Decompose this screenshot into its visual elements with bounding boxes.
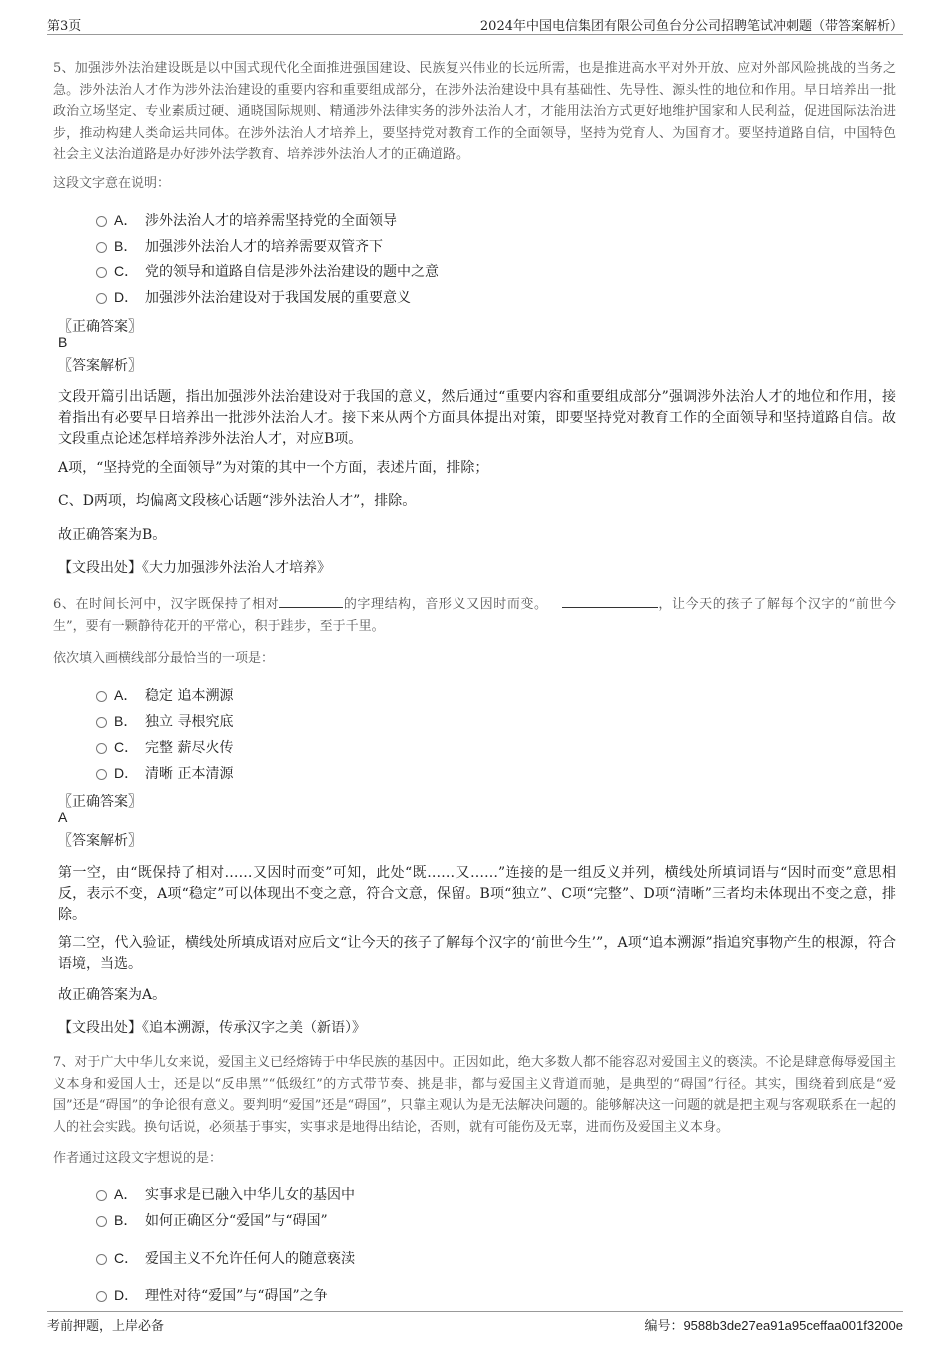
q5-option-a[interactable]: A． 涉外法治人才的培养需坚持党的全面领导 bbox=[96, 210, 696, 232]
q5-option-d[interactable]: D． 加强涉外法治建设对于我国发展的重要意义 bbox=[96, 287, 696, 309]
q6-option-b[interactable]: B． 独立 寻根究底 bbox=[96, 711, 696, 733]
page-footer bbox=[47, 1311, 903, 1340]
radio-icon[interactable] bbox=[96, 1254, 107, 1265]
page-number: 第3页 bbox=[47, 19, 82, 34]
radio-icon[interactable] bbox=[96, 267, 107, 278]
radio-icon[interactable] bbox=[96, 691, 107, 702]
q6-option-d[interactable]: D． 清晰 正本清源 bbox=[96, 763, 696, 785]
q5-stem: 5、加强涉外法治建设既是以中国式现代化全面推进强国建设、民族复兴伟业的长远所需，也是推进高水平对外开放、应对外部风险挑战的当务之急。涉外法治人才作为涉外法治建设的重要内容和重要组成部分，在涉外法治建设中具有基础性、先导性、源头性的地位和作用。早日培养出一批政治立场坚定、专业素质过硬、通晓国际规则、精通涉外法律实务的涉外法治人才，才能用法治方式更好地维护国家和人民利益，促进国际法治进步，推动构建人类命运共同体。在涉外法治人才培养上，要坚持党对教育工作的全面领导，坚持为党育人、为国育才。要坚持道路自信，中国特色社会主义法治道路是办好涉外法学教育、培养涉外法治人才的正确道路。 bbox=[53, 61, 896, 162]
radio-icon[interactable] bbox=[96, 1291, 107, 1302]
q5-option-c[interactable]: C． 党的领导和道路自信是涉外法治建设的题中之意 bbox=[96, 261, 696, 283]
q6-analysis-p3: 故正确答案为A。 bbox=[58, 987, 167, 1003]
q5-option-b[interactable]: B． 加强涉外法治人才的培养需要双管齐下 bbox=[96, 236, 696, 258]
q7-option-a[interactable]: A． 实事求是已融入中华儿女的基因中 bbox=[96, 1184, 696, 1206]
q6-answer-label: 〖正确答案〗 bbox=[58, 794, 142, 810]
q5-analysis-p3: C、D两项，均偏离文段核心话题“涉外法治人才”，排除。 bbox=[58, 493, 417, 509]
q6-source: 【文段出处】《追本溯源，传承汉字之美（新语）》 bbox=[58, 1020, 366, 1036]
q6-option-a[interactable]: A． 稳定 追本溯源 bbox=[96, 685, 696, 707]
blank-1 bbox=[279, 595, 343, 608]
document-title: 2024年中国电信集团有限公司鱼台分公司招聘笔试冲刺题（带答案解析） bbox=[479, 19, 903, 34]
q5-analysis-p1: 文段开篇引出话题，指出加强涉外法治建设对于我国的意义，然后通过“重要内容和重要组成部分”强调涉外法治人才的地位和作用，接着指出有必要早日培养出一批涉外法治人才。接下来从两个方面具体提出对策，即要坚持党对教育工作的全面领导和坚持道路自信。故文段重点论述怎样培养涉外法治人才，对应B项。 bbox=[58, 389, 896, 447]
q5-analysis-p4: 故正确答案为B。 bbox=[58, 527, 167, 543]
blank-2 bbox=[562, 595, 658, 608]
radio-icon[interactable] bbox=[96, 743, 107, 754]
radio-icon[interactable] bbox=[96, 293, 107, 304]
q7-prompt: 作者通过这段文字想说的是： bbox=[53, 1151, 223, 1166]
q6-analysis-p1: 第一空，由“既保持了相对……又因时而变”可知，此处“既……又……”连接的是一组反义并列，横线处所填词语与“因时而变”意思相反，表示不变，A项“稳定”可以体现出不变之意，符合文意，保留。B项“独立”、C项“完整”、D项“清晰”三者均未体现出不变之意，排除。 bbox=[58, 865, 896, 923]
q7-stem: 7、对于广大中华儿女来说，爱国主义已经熔铸于中华民族的基因中。正因如此，绝大多数人都不能容忍对爱国主义的亵渎。不论是肆意侮辱爱国主义本身和爱国人士，还是以“反串黑”“低级红”的方式带节奏、挑是非，都与爱国主义背道而驰，是典型的“碍国”行径。其实，围绕着到底是“爱国”还是“碍国”的争论很有意义。要判明“爱国”还是“碍国”，只靠主观认为是无法解决问题的。能够解决这一问题的就是把主观与客观联系在一起的人的社会实践。换句话说，必须基于事实，实事求是地得出结论，否则，就有可能伤及无辜，进而伤及爱国主义本身。 bbox=[53, 1055, 896, 1135]
q5-prompt: 这段文字意在说明： bbox=[53, 176, 171, 191]
q5-analysis-p2: A项，“坚持党的全面领导”为对策的其中一个方面，表述片面，排除； bbox=[58, 460, 489, 476]
q7-option-b[interactable]: B． 如何正确区分“爱国”与“碍国” bbox=[96, 1210, 696, 1232]
radio-icon[interactable] bbox=[96, 1190, 107, 1201]
q7-option-c[interactable]: C． 爱国主义不允许任何人的随意亵渎 bbox=[96, 1248, 696, 1270]
q6-option-c[interactable]: C． 完整 薪尽火传 bbox=[96, 737, 696, 759]
q6-analysis-label: 〖答案解析〗 bbox=[58, 833, 142, 849]
radio-icon[interactable] bbox=[96, 769, 107, 780]
radio-icon[interactable] bbox=[96, 242, 107, 253]
q6-stem: 6、在时间长河中，汉字既保持了相对 的字理结构，音形义又因时而变。 ，让今天的孩子了解每个汉字的“前世今生”，要有一颗静待花开的平常心，积于跬步，至于千里。 bbox=[53, 597, 896, 634]
radio-icon[interactable] bbox=[96, 1216, 107, 1227]
footer-slogan: 考前押题，上岸必备 bbox=[47, 1319, 165, 1334]
q6-analysis-p2: 第二空，代入验证，横线处所填成语对应后文“让今天的孩子了解每个汉字的‘前世今生’”，A项“追本溯源”指追究事物产生的根源，符合语境，当选。 bbox=[58, 935, 896, 972]
footer-code: 编号：9588b3de27ea91a95ceffaa001f3200e bbox=[644, 1318, 903, 1333]
radio-icon[interactable] bbox=[96, 216, 107, 227]
q6-answer: A bbox=[58, 809, 68, 825]
q5-source: 【文段出处】《大力加强涉外法治人才培养》 bbox=[58, 560, 331, 576]
radio-icon[interactable] bbox=[96, 717, 107, 728]
q5-answer: B bbox=[58, 334, 68, 350]
q7-option-d[interactable]: D． 理性对待“爱国”与“碍国”之争 bbox=[96, 1285, 696, 1307]
q5-analysis-label: 〖答案解析〗 bbox=[58, 358, 142, 374]
q5-answer-label: 〖正确答案〗 bbox=[58, 319, 142, 335]
page-header bbox=[47, 13, 903, 35]
q6-prompt: 依次填入画横线部分最恰当的一项是： bbox=[53, 651, 275, 666]
